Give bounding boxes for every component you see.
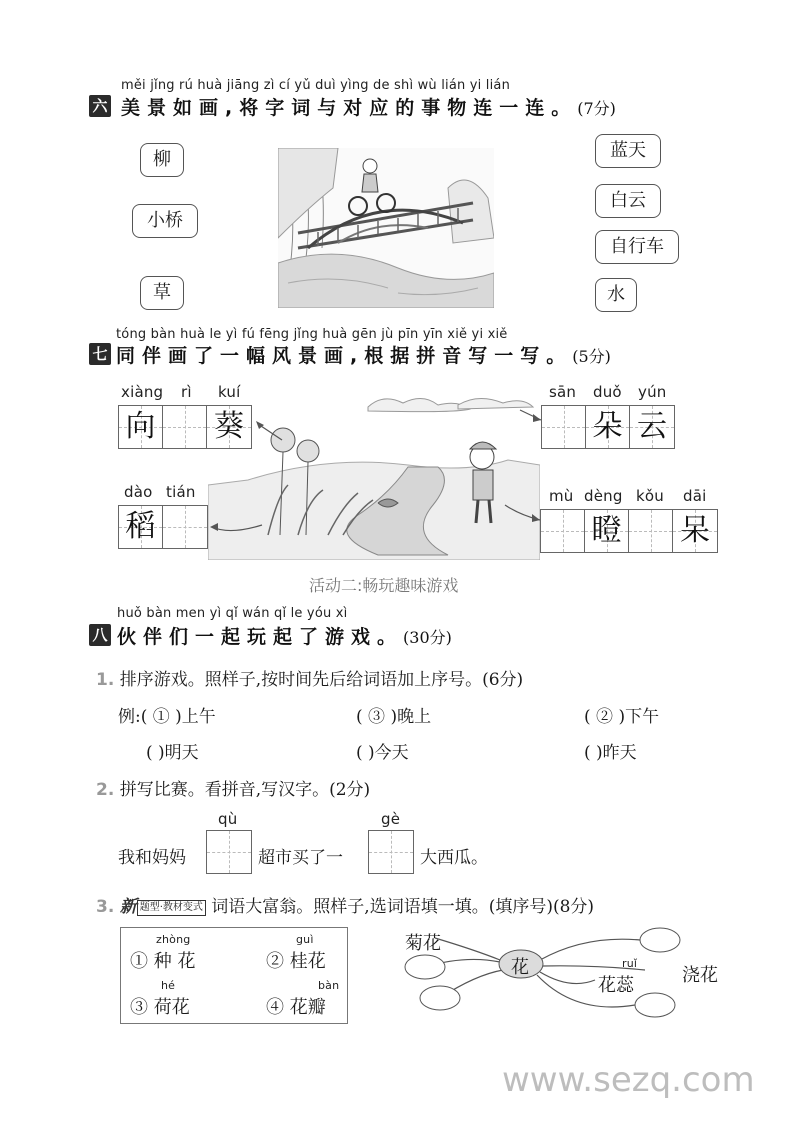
q2-pinyin-qu: qù — [218, 810, 238, 828]
g1-py-1: rì — [181, 383, 192, 401]
q3-opt2-py: guì — [296, 933, 314, 946]
q2-text-part3: 大西瓜。 — [420, 848, 488, 868]
g4-py-0: mù — [549, 487, 574, 505]
q1-blank-jintian[interactable]: ( )今天 — [356, 743, 409, 763]
q2-cell-qu[interactable] — [207, 831, 251, 873]
word-box-xiaoqiao[interactable]: 小桥 — [132, 204, 198, 238]
q1-prompt: 1. 排序游戏。照样子,按时间先后给词语加上序号。(6分) — [96, 670, 524, 690]
activity-heading: 活动二:畅玩趣味游戏 — [309, 576, 459, 595]
map-word-huarui: 花蕊 — [598, 975, 634, 996]
q1-blank-zuotian[interactable]: ( )昨天 — [584, 743, 637, 763]
sec7-number: 七 — [89, 343, 111, 365]
map-word-huarui-py: ruǐ — [622, 957, 638, 970]
g3-py-1: tián — [166, 483, 196, 501]
q3-option-4: ④ 花瓣 — [266, 997, 326, 1018]
map-word-juhua: 菊花 — [405, 933, 441, 954]
sec7-title: 同伴画了一幅风景画,根据拼音写一写。(5分) — [116, 345, 611, 367]
watermark: www.sezq.com — [502, 1060, 755, 1100]
q3-option-2: ② 桂花 — [266, 951, 326, 972]
sec6-pinyin: měi jǐng rú huà jiāng zì cí yǔ duì yìng de shì wù lián yi lián — [121, 78, 511, 93]
g1-py-0: xiàng — [121, 383, 164, 401]
word-box-zixingche[interactable]: 自行车 — [595, 230, 679, 264]
q3-type-tag: 题型·教材变式 — [137, 900, 206, 916]
g2-py-2: yún — [638, 383, 667, 401]
g2-py-0: sān — [549, 383, 577, 401]
g1-cell-0[interactable]: 向 — [119, 406, 163, 448]
q3-opt1-py: zhòng — [156, 933, 191, 946]
g2-cell-1[interactable]: 朵 — [586, 406, 630, 448]
g2-cell-2[interactable]: 云 — [630, 406, 674, 448]
g4-py-3: dāi — [683, 487, 707, 505]
q2-pinyin-ge: gè — [381, 810, 401, 828]
sec8-pinyin: huǒ bàn men yì qǐ wán qǐ le yóu xì — [117, 606, 348, 621]
q2-prompt: 2. 拼写比赛。看拼音,写汉字。(2分) — [96, 780, 371, 800]
sec7-pinyin: tóng bàn huà le yì fú fēng jǐng huà gēn jù pīn yīn xiě yi xiě — [116, 327, 508, 342]
sec6-title: 美景如画,将字词与对应的事物连一连。(7分) — [121, 97, 616, 119]
q1-example-wanshang: ( ③ )晚上 — [356, 707, 432, 727]
g1-py-2: kuí — [218, 383, 241, 401]
q2-box-qu — [206, 830, 252, 874]
g4-cell-1[interactable]: 瞪 — [585, 510, 629, 552]
g2-py-1: duǒ — [593, 383, 622, 401]
word-box-lantian[interactable]: 蓝天 — [595, 134, 661, 168]
q1-example-shangwu: 例:( ① )上午 — [118, 707, 216, 727]
q3-option-3: ③ 荷花 — [130, 997, 190, 1018]
q2-box-ge — [368, 830, 414, 874]
g4-cell-3[interactable]: 呆 — [673, 510, 717, 552]
word-box-baiyun[interactable]: 白云 — [595, 184, 661, 218]
map-word-jiaohua: 浇花 — [682, 965, 718, 986]
g4-py-1: dèng — [584, 487, 623, 505]
sec6-number: 六 — [89, 95, 111, 117]
q2-text-part2: 超市买了一 — [258, 848, 343, 868]
map-center-hua: 花 — [511, 957, 529, 978]
q2-text-part1: 我和妈妈 — [118, 848, 186, 868]
word-box-shui[interactable]: 水 — [595, 278, 637, 312]
q3-opt3-py: hé — [161, 979, 176, 992]
g1-cell-2[interactable]: 葵 — [207, 406, 251, 448]
q2-cell-ge[interactable] — [369, 831, 413, 873]
q1-example-xiawu: ( ② )下午 — [584, 707, 660, 727]
word-box-cao[interactable]: 草 — [140, 276, 184, 310]
sec8-title: 伙伴们一起玩起了游戏。(30分) — [117, 626, 452, 648]
q1-blank-mingtian[interactable]: ( )明天 — [146, 743, 199, 763]
g4-py-2: kǒu — [636, 487, 664, 505]
sec8-number: 八 — [89, 624, 111, 646]
q3-opt4-py: bàn — [318, 979, 340, 992]
q3-prompt: 3. 新 题型·教材变式 词语大富翁。照样子,选词语填一填。(填序号)(8分) — [96, 897, 595, 917]
q3-option-1: ① 种 花 — [130, 951, 196, 972]
g3-cell-0[interactable]: 稻 — [119, 506, 163, 548]
g3-py-0: dào — [124, 483, 153, 501]
word-box-liu[interactable]: 柳 — [140, 143, 184, 177]
